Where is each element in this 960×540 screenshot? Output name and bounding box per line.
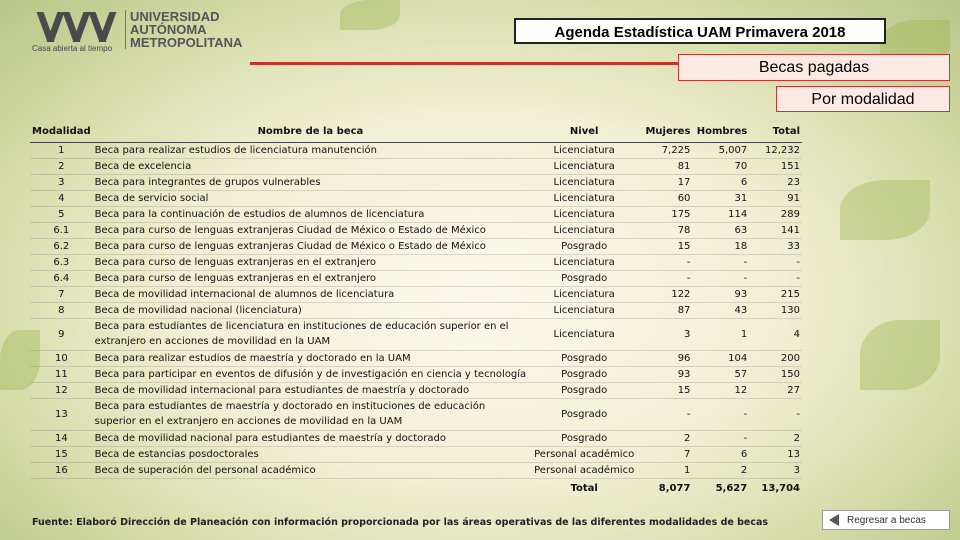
cell-nivel: Posgrado xyxy=(528,382,640,398)
cell-mujeres: 7 xyxy=(640,446,692,462)
cell-mujeres: 60 xyxy=(640,190,692,206)
cell-total: - xyxy=(749,398,802,430)
cell-modalidad: 3 xyxy=(30,174,93,190)
cell-nivel: Personal académico xyxy=(528,446,640,462)
table-row xyxy=(30,206,802,222)
cell-nombre: Beca para realizar estudios de maestría y doctorado en la UAM xyxy=(93,350,529,366)
cell-modalidad: 6.4 xyxy=(30,270,93,286)
cell-hombres: 6 xyxy=(692,174,749,190)
total-label: Total xyxy=(528,478,640,498)
cell-nivel: Licenciatura xyxy=(528,254,640,270)
cell-modalidad: 6.3 xyxy=(30,254,93,270)
page-title: Agenda Estadística UAM Primavera 2018 xyxy=(514,18,886,44)
table-row xyxy=(30,446,802,462)
cell-nombre: Beca para integrantes de grupos vulnerables xyxy=(93,174,529,190)
col-header-nivel: Nivel xyxy=(528,122,640,142)
cell-total: 141 xyxy=(749,222,802,238)
cell-nombre: Beca para estudiantes de maestría y doctorado en instituciones de educación superior en el extranjero en acciones de movilidad en la UAM xyxy=(93,398,529,430)
source-note: Fuente: Elaboró Dirección de Planeación con información proporcionada por las áreas operativas de las diferentes modalidades de becas xyxy=(32,517,769,528)
table-header-row xyxy=(30,122,802,142)
cell-hombres: 1 xyxy=(692,318,749,350)
col-header-mujeres: Mujeres xyxy=(640,122,692,142)
cell-total: 130 xyxy=(749,302,802,318)
header-divider xyxy=(250,62,680,65)
section-subtitle: Becas pagadas xyxy=(678,54,950,81)
cell-total: 200 xyxy=(749,350,802,366)
cell-mujeres: - xyxy=(640,270,692,286)
cell-nivel: Posgrado xyxy=(528,350,640,366)
cell-total: - xyxy=(749,254,802,270)
cell-nombre: Beca de movilidad nacional (licenciatura) xyxy=(93,302,529,318)
table-row xyxy=(30,366,802,382)
cell-mujeres: 3 xyxy=(640,318,692,350)
cell-nombre: Beca para la continuación de estudios de alumnos de licenciatura xyxy=(93,206,529,222)
cell-total: 27 xyxy=(749,382,802,398)
cell-mujeres: 122 xyxy=(640,286,692,302)
cell-nivel: Posgrado xyxy=(528,366,640,382)
col-header-hombres: Hombres xyxy=(692,122,749,142)
cell-modalidad: 5 xyxy=(30,206,93,222)
table-row xyxy=(30,302,802,318)
cell-mujeres: - xyxy=(640,254,692,270)
cell-modalidad: 7 xyxy=(30,286,93,302)
cell-mujeres: 81 xyxy=(640,158,692,174)
cell-total: 3 xyxy=(749,462,802,478)
cell-nivel: Posgrado xyxy=(528,430,640,446)
cell-nombre: Beca de estancias posdoctorales xyxy=(93,446,529,462)
cell-mujeres: 87 xyxy=(640,302,692,318)
cell-hombres: 104 xyxy=(692,350,749,366)
cell-modalidad: 15 xyxy=(30,446,93,462)
cell-nombre: Beca para realizar estudios de licenciatura manutención xyxy=(93,142,529,158)
cell-nivel: Personal académico xyxy=(528,462,640,478)
col-header-nombre: Nombre de la beca xyxy=(93,122,529,142)
uam-logo-mark-icon xyxy=(38,10,118,44)
table-total-row xyxy=(30,478,802,498)
cell-nombre: Beca de excelencia xyxy=(93,158,529,174)
cell-hombres: - xyxy=(692,430,749,446)
uam-logo xyxy=(30,9,243,58)
decorative-leaf xyxy=(340,0,400,30)
cell-nivel: Licenciatura xyxy=(528,222,640,238)
table-row xyxy=(30,270,802,286)
cell-modalidad: 8 xyxy=(30,302,93,318)
decorative-leaf xyxy=(860,320,940,390)
table-row xyxy=(30,238,802,254)
cell-modalidad: 11 xyxy=(30,366,93,382)
cell-modalidad: 12 xyxy=(30,382,93,398)
cell-modalidad: 16 xyxy=(30,462,93,478)
table-row xyxy=(30,382,802,398)
cell-hombres: 57 xyxy=(692,366,749,382)
back-button-label: Regresar a becas xyxy=(847,514,926,526)
cell-modalidad: 4 xyxy=(30,190,93,206)
triangle-left-icon xyxy=(829,514,839,526)
cell-modalidad: 13 xyxy=(30,398,93,430)
table-row xyxy=(30,350,802,366)
cell-nombre: Beca para curso de lenguas extranjeras Ciudad de México o Estado de México xyxy=(93,238,529,254)
total-mujeres: 8,077 xyxy=(640,478,692,498)
cell-hombres: 6 xyxy=(692,446,749,462)
cell-nivel: Licenciatura xyxy=(528,190,640,206)
cell-nombre: Beca de movilidad nacional para estudiantes de maestría y doctorado xyxy=(93,430,529,446)
cell-mujeres: 93 xyxy=(640,366,692,382)
cell-total: - xyxy=(749,270,802,286)
cell-nivel: Licenciatura xyxy=(528,318,640,350)
cell-total: 13 xyxy=(749,446,802,462)
cell-modalidad: 6.2 xyxy=(30,238,93,254)
cell-hombres: 43 xyxy=(692,302,749,318)
cell-mujeres: 17 xyxy=(640,174,692,190)
cell-total: 91 xyxy=(749,190,802,206)
cell-nivel: Licenciatura xyxy=(528,142,640,158)
cell-total: 33 xyxy=(749,238,802,254)
university-name: UNIVERSIDAD AUTÓNOMA METROPOLITANA xyxy=(125,10,242,49)
cell-hombres: 2 xyxy=(692,462,749,478)
cell-nivel: Licenciatura xyxy=(528,286,640,302)
cell-total: 4 xyxy=(749,318,802,350)
table-row xyxy=(30,158,802,174)
table-row xyxy=(30,462,802,478)
cell-nombre: Beca de servicio social xyxy=(93,190,529,206)
cell-nivel: Posgrado xyxy=(528,270,640,286)
cell-total: 289 xyxy=(749,206,802,222)
cell-total: 12,232 xyxy=(749,142,802,158)
cell-nombre: Beca para curso de lenguas extranjeras en el extranjero xyxy=(93,270,529,286)
cell-mujeres: 2 xyxy=(640,430,692,446)
logo-tagline: Casa abierta al tiempo xyxy=(32,44,113,53)
cell-nivel: Posgrado xyxy=(528,238,640,254)
cell-hombres: - xyxy=(692,398,749,430)
back-to-becas-button[interactable] xyxy=(822,510,950,530)
cell-mujeres: 7,225 xyxy=(640,142,692,158)
section-subtitle-modalidad: Por modalidad xyxy=(776,86,950,112)
cell-hombres: 12 xyxy=(692,382,749,398)
cell-mujeres: - xyxy=(640,398,692,430)
cell-nivel: Posgrado xyxy=(528,398,640,430)
cell-modalidad: 10 xyxy=(30,350,93,366)
cell-nivel: Licenciatura xyxy=(528,158,640,174)
cell-modalidad: 6.1 xyxy=(30,222,93,238)
cell-nivel: Licenciatura xyxy=(528,302,640,318)
cell-total: 215 xyxy=(749,286,802,302)
cell-mujeres: 15 xyxy=(640,238,692,254)
cell-modalidad: 1 xyxy=(30,142,93,158)
table-row xyxy=(30,222,802,238)
cell-hombres: 31 xyxy=(692,190,749,206)
cell-hombres: 114 xyxy=(692,206,749,222)
cell-nombre: Beca de movilidad internacional de alumnos de licenciatura xyxy=(93,286,529,302)
total-hombres: 5,627 xyxy=(692,478,749,498)
cell-hombres: 18 xyxy=(692,238,749,254)
cell-nivel: Licenciatura xyxy=(528,174,640,190)
cell-hombres: 93 xyxy=(692,286,749,302)
cell-nombre: Beca para curso de lenguas extranjeras en el extranjero xyxy=(93,254,529,270)
cell-nombre: Beca de superación del personal académico xyxy=(93,462,529,478)
cell-nombre: Beca para curso de lenguas extranjeras Ciudad de México o Estado de México xyxy=(93,222,529,238)
cell-total: 151 xyxy=(749,158,802,174)
cell-hombres: - xyxy=(692,270,749,286)
table-row xyxy=(30,254,802,270)
table-row xyxy=(30,142,802,158)
cell-total: 2 xyxy=(749,430,802,446)
cell-nombre: Beca de movilidad internacional para estudiantes de maestría y doctorado xyxy=(93,382,529,398)
table-row xyxy=(30,286,802,302)
col-header-modalidad: Modalidad xyxy=(30,122,93,142)
table-row xyxy=(30,174,802,190)
cell-hombres: 70 xyxy=(692,158,749,174)
cell-hombres: 63 xyxy=(692,222,749,238)
cell-mujeres: 96 xyxy=(640,350,692,366)
becas-table xyxy=(30,122,802,498)
table-row xyxy=(30,430,802,446)
cell-modalidad: 2 xyxy=(30,158,93,174)
total-total: 13,704 xyxy=(749,478,802,498)
cell-nombre: Beca para participar en eventos de difusión y de investigación en ciencia y tecnología xyxy=(93,366,529,382)
cell-mujeres: 15 xyxy=(640,382,692,398)
cell-modalidad: 9 xyxy=(30,318,93,350)
cell-mujeres: 78 xyxy=(640,222,692,238)
cell-mujeres: 175 xyxy=(640,206,692,222)
cell-hombres: - xyxy=(692,254,749,270)
cell-nombre: Beca para estudiantes de licenciatura en instituciones de educación superior en el extranjero en acciones de movilidad en la UAM xyxy=(93,318,529,350)
cell-nivel: Licenciatura xyxy=(528,206,640,222)
table-row xyxy=(30,318,802,350)
cell-hombres: 5,007 xyxy=(692,142,749,158)
table-row xyxy=(30,190,802,206)
col-header-total: Total xyxy=(749,122,802,142)
cell-total: 150 xyxy=(749,366,802,382)
cell-total: 23 xyxy=(749,174,802,190)
decorative-leaf xyxy=(840,180,930,240)
table-row xyxy=(30,398,802,430)
cell-mujeres: 1 xyxy=(640,462,692,478)
cell-modalidad: 14 xyxy=(30,430,93,446)
